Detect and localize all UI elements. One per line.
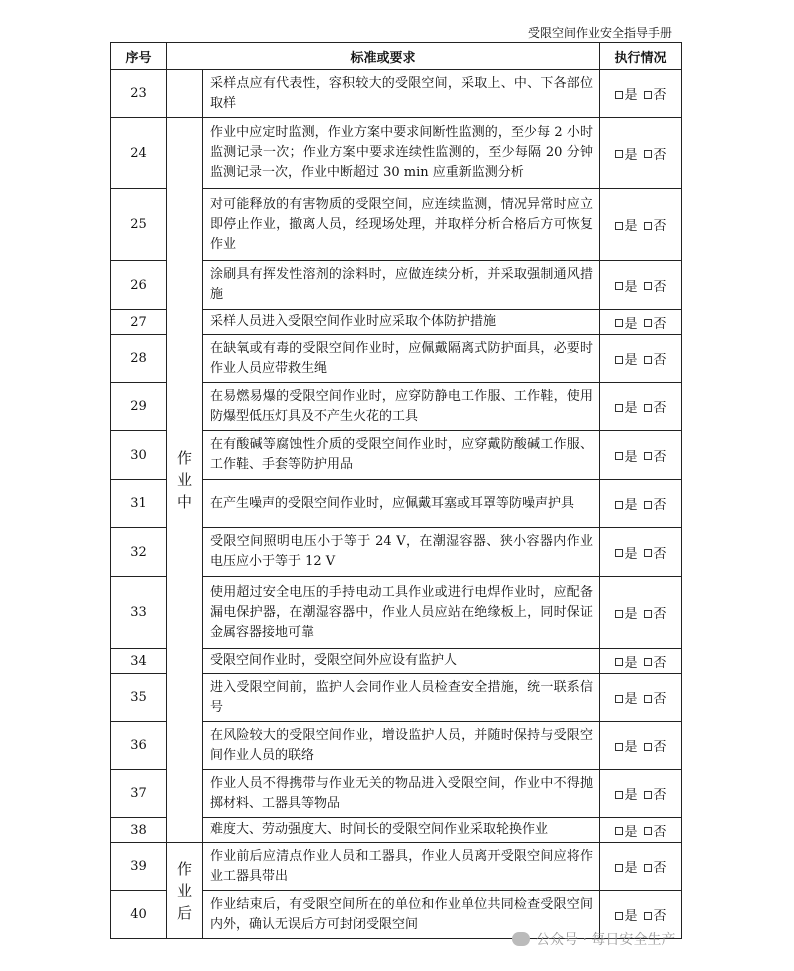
execution-status xyxy=(600,431,682,480)
yes-label: 是 xyxy=(624,546,638,562)
wechat-icon xyxy=(512,932,530,946)
phase-label xyxy=(167,118,203,843)
row-number: 36 xyxy=(111,722,167,770)
yes-label: 是 xyxy=(624,740,638,755)
yes-option[interactable] xyxy=(615,825,638,840)
checkbox-icon[interactable] xyxy=(615,549,623,557)
checkbox-icon[interactable] xyxy=(615,91,623,99)
yes-label: 是 xyxy=(624,692,638,707)
no-option[interactable] xyxy=(644,450,667,465)
yes-option[interactable] xyxy=(615,401,638,416)
no-label: 否 xyxy=(653,546,667,562)
no-label: 否 xyxy=(653,316,667,332)
phase-char: 业 xyxy=(176,471,192,489)
standard-text: 受限空间作业时，受限空间外应设有监护人 xyxy=(203,649,600,674)
checkbox-icon[interactable] xyxy=(644,282,652,290)
no-option[interactable] xyxy=(644,219,667,234)
watermark: 公众号 · 每日安全生产 xyxy=(512,929,675,949)
column-header-no: 序号 xyxy=(111,43,167,70)
standard-text: 进入受限空间前，监护人会同作业人员检查安全措施，统一联系信号 xyxy=(203,674,600,722)
checkbox-icon[interactable] xyxy=(644,827,652,835)
no-option[interactable] xyxy=(644,401,667,416)
standard-text: 受限空间照明电压小于等于 24 V，在潮湿容器、狭小容器内作业电压应小于等于 12 V xyxy=(203,528,600,577)
yes-option[interactable] xyxy=(615,498,638,513)
yes-option[interactable] xyxy=(615,219,638,234)
checkbox-icon[interactable] xyxy=(615,791,623,799)
checkbox-icon[interactable] xyxy=(644,658,652,666)
column-header-standard: 标准或要求 xyxy=(167,43,600,70)
checkbox-icon[interactable] xyxy=(644,222,652,230)
no-option[interactable] xyxy=(644,148,667,163)
no-label: 否 xyxy=(653,607,667,622)
running-header xyxy=(110,22,676,43)
checkbox-icon[interactable] xyxy=(644,452,652,460)
checkbox-icon[interactable] xyxy=(615,282,623,290)
table-row xyxy=(111,843,682,891)
checkbox-icon[interactable] xyxy=(615,452,623,460)
checkbox-icon[interactable] xyxy=(615,695,623,703)
row-number: 35 xyxy=(111,674,167,722)
checkbox-icon[interactable] xyxy=(615,658,623,666)
yes-label: 是 xyxy=(624,788,638,803)
row-number: 26 xyxy=(111,261,167,310)
standard-text: 采样人员进入受限空间作业时应采取个体防护措施 xyxy=(203,310,600,335)
row-number: 29 xyxy=(111,383,167,431)
row-number: 34 xyxy=(111,649,167,674)
checkbox-icon[interactable] xyxy=(644,404,652,412)
checkbox-icon[interactable] xyxy=(644,791,652,799)
row-number: 38 xyxy=(111,818,167,843)
execution-status xyxy=(600,843,682,891)
yes-option[interactable] xyxy=(615,317,638,332)
standard-text: 使用超过安全电压的手持电动工具作业或进行电焊作业时，应配备漏电保护器，在潮湿容器中，作业人员应站在绝缘板上，同时保证金属容器接地可靠 xyxy=(203,577,600,649)
yes-option[interactable] xyxy=(615,450,638,465)
checkbox-icon[interactable] xyxy=(644,150,652,158)
checkbox-icon[interactable] xyxy=(615,222,623,230)
no-label: 否 xyxy=(653,88,667,103)
execution-status xyxy=(600,70,682,118)
phase-char: 后 xyxy=(176,903,192,922)
phase-char: 作 xyxy=(176,859,192,878)
no-label: 否 xyxy=(653,449,667,465)
yes-label: 是 xyxy=(624,88,638,103)
yes-option[interactable] xyxy=(615,788,638,803)
execution-status xyxy=(600,261,682,310)
standard-text: 在产生噪声的受限空间作业时，应佩戴耳塞或耳罩等防噪声护具 xyxy=(203,480,600,528)
execution-status xyxy=(600,189,682,261)
yes-option[interactable] xyxy=(615,607,638,622)
checkbox-icon[interactable] xyxy=(615,912,623,920)
row-number: 30 xyxy=(111,431,167,480)
checkbox-icon[interactable] xyxy=(644,549,652,557)
yes-option[interactable] xyxy=(615,353,638,368)
no-option[interactable] xyxy=(644,909,667,924)
yes-label: 是 xyxy=(624,498,638,513)
checkbox-icon[interactable] xyxy=(615,864,623,872)
yes-label: 是 xyxy=(624,861,638,876)
row-number: 32 xyxy=(111,528,167,577)
checkbox-icon[interactable] xyxy=(615,743,623,751)
yes-option[interactable] xyxy=(615,740,638,755)
execution-status xyxy=(600,818,682,843)
yes-option[interactable] xyxy=(615,547,638,562)
yes-option[interactable] xyxy=(615,280,638,295)
no-label: 否 xyxy=(653,861,667,876)
execution-status xyxy=(600,770,682,818)
no-option[interactable] xyxy=(644,353,667,368)
row-number: 31 xyxy=(111,480,167,528)
execution-status xyxy=(600,118,682,189)
standard-text: 对可能释放的有害物质的受限空间，应连续监测，情况异常时应立即停止作业，撤离人员，经现场处理，并取样分析合格后方可恢复作业 xyxy=(203,189,600,261)
phase-char: 作 xyxy=(176,449,192,467)
execution-status xyxy=(600,674,682,722)
no-option[interactable] xyxy=(644,547,667,562)
yes-option[interactable] xyxy=(615,861,638,876)
row-number: 39 xyxy=(111,843,167,891)
phase-char: 中 xyxy=(176,493,192,511)
row-number: 33 xyxy=(111,577,167,649)
no-label: 否 xyxy=(653,498,667,513)
execution-status xyxy=(600,722,682,770)
checkbox-icon[interactable] xyxy=(644,356,652,364)
row-number: 28 xyxy=(111,335,167,383)
checkbox-icon[interactable] xyxy=(644,695,652,703)
execution-status xyxy=(600,480,682,528)
no-label: 否 xyxy=(653,788,667,803)
no-label: 否 xyxy=(653,655,667,671)
yes-label: 是 xyxy=(624,909,638,924)
yes-label: 是 xyxy=(624,824,638,840)
execution-status xyxy=(600,528,682,577)
phase-label xyxy=(167,843,203,939)
checkbox-icon[interactable] xyxy=(615,610,623,618)
no-label: 否 xyxy=(653,279,667,295)
no-option[interactable] xyxy=(644,692,667,707)
no-label: 否 xyxy=(653,824,667,840)
execution-status xyxy=(600,577,682,649)
yes-label: 是 xyxy=(624,353,638,368)
phase-char: 业 xyxy=(176,881,192,900)
no-option[interactable] xyxy=(644,498,667,513)
checkbox-icon[interactable] xyxy=(615,319,623,327)
standard-text: 作业人员不得携带与作业无关的物品进入受限空间，作业中不得抛掷材料、工器具等物品 xyxy=(203,770,600,818)
standard-text: 在缺氧或有毒的受限空间作业时，应佩戴隔离式防护面具，必要时作业人员应带救生绳 xyxy=(203,335,600,383)
no-option[interactable] xyxy=(644,740,667,755)
yes-label: 是 xyxy=(624,401,638,416)
row-number: 23 xyxy=(111,70,167,118)
no-label: 否 xyxy=(653,147,667,163)
yes-label: 是 xyxy=(624,147,638,163)
checkbox-icon[interactable] xyxy=(644,319,652,327)
phase-label xyxy=(167,70,203,118)
row-number: 40 xyxy=(111,891,167,939)
standard-text: 作业中应定时监测，作业方案中要求间断性监测的，至少每 2 小时监测记录一次；作业方案中要求连续性监测的，至少每隔 20 分钟监测记录一次，作业中断超过 30 min 应重新监测分析 xyxy=(203,118,600,189)
no-label: 否 xyxy=(653,692,667,707)
yes-option[interactable] xyxy=(615,909,638,924)
checkbox-icon[interactable] xyxy=(615,150,623,158)
checklist-table xyxy=(110,42,682,939)
standard-text: 难度大、劳动强度大、时间长的受限空间作业采取轮换作业 xyxy=(203,818,600,843)
standard-text: 涂刷具有挥发性溶剂的涂料时，应做连续分析，并采取强制通风措施 xyxy=(203,261,600,310)
column-header-execution: 执行情况 xyxy=(600,43,682,70)
no-label: 否 xyxy=(653,740,667,755)
no-option[interactable] xyxy=(644,656,667,671)
standard-text: 在有酸碱等腐蚀性介质的受限空间作业时，应穿戴防酸碱工作服、工作鞋、手套等防护用品 xyxy=(203,431,600,480)
no-option[interactable] xyxy=(644,825,667,840)
standard-text: 作业前后应清点作业人员和工器具，作业人员离开受限空间应将作业工器具带出 xyxy=(203,843,600,891)
checkbox-icon[interactable] xyxy=(644,743,652,751)
no-label: 否 xyxy=(653,401,667,416)
yes-option[interactable] xyxy=(615,692,638,707)
yes-label: 是 xyxy=(624,316,638,332)
table-row xyxy=(111,70,682,118)
manual-title: 受限空间作业安全指导手册 xyxy=(527,26,672,40)
checkbox-icon[interactable] xyxy=(615,827,623,835)
row-number: 37 xyxy=(111,770,167,818)
no-label: 否 xyxy=(653,219,667,234)
standard-text: 采样点应有代表性，容积较大的受限空间，采取上、中、下各部位取样 xyxy=(203,70,600,118)
no-option[interactable] xyxy=(644,280,667,295)
yes-option[interactable] xyxy=(615,88,638,103)
no-label: 否 xyxy=(653,353,667,368)
standard-text: 在易燃易爆的受限空间作业时，应穿防静电工作服、工作鞋，使用防爆型低压灯具及不产生火花的工具 xyxy=(203,383,600,431)
yes-option[interactable] xyxy=(615,656,638,671)
yes-label: 是 xyxy=(624,449,638,465)
execution-status xyxy=(600,383,682,431)
no-option[interactable] xyxy=(644,317,667,332)
no-option[interactable] xyxy=(644,861,667,876)
table-row xyxy=(111,118,682,189)
yes-label: 是 xyxy=(624,279,638,295)
checkbox-icon[interactable] xyxy=(644,501,652,509)
no-option[interactable] xyxy=(644,788,667,803)
yes-label: 是 xyxy=(624,655,638,671)
yes-label: 是 xyxy=(624,607,638,622)
checkbox-icon[interactable] xyxy=(644,610,652,618)
row-number: 24 xyxy=(111,118,167,189)
yes-option[interactable] xyxy=(615,148,638,163)
checkbox-icon[interactable] xyxy=(615,404,623,412)
yes-label: 是 xyxy=(624,219,638,234)
checkbox-icon[interactable] xyxy=(644,864,652,872)
checkbox-icon[interactable] xyxy=(615,356,623,364)
standard-text: 在风险较大的受限空间作业，增设监护人员，并随时保持与受限空间作业人员的联络 xyxy=(203,722,600,770)
standard-text: 作业结束后，有受限空间所在的单位和作业单位共同检查受限空间内外，确认无误后方可封闭受限空间 xyxy=(203,891,600,939)
checkbox-icon[interactable] xyxy=(615,501,623,509)
no-label: 否 xyxy=(653,909,667,924)
no-option[interactable] xyxy=(644,88,667,103)
table-header-row xyxy=(111,43,682,70)
execution-status xyxy=(600,335,682,383)
execution-status xyxy=(600,310,682,335)
row-number: 27 xyxy=(111,310,167,335)
checkbox-icon[interactable] xyxy=(644,91,652,99)
execution-status xyxy=(600,649,682,674)
row-number: 25 xyxy=(111,189,167,261)
checkbox-icon[interactable] xyxy=(644,912,652,920)
no-option[interactable] xyxy=(644,607,667,622)
